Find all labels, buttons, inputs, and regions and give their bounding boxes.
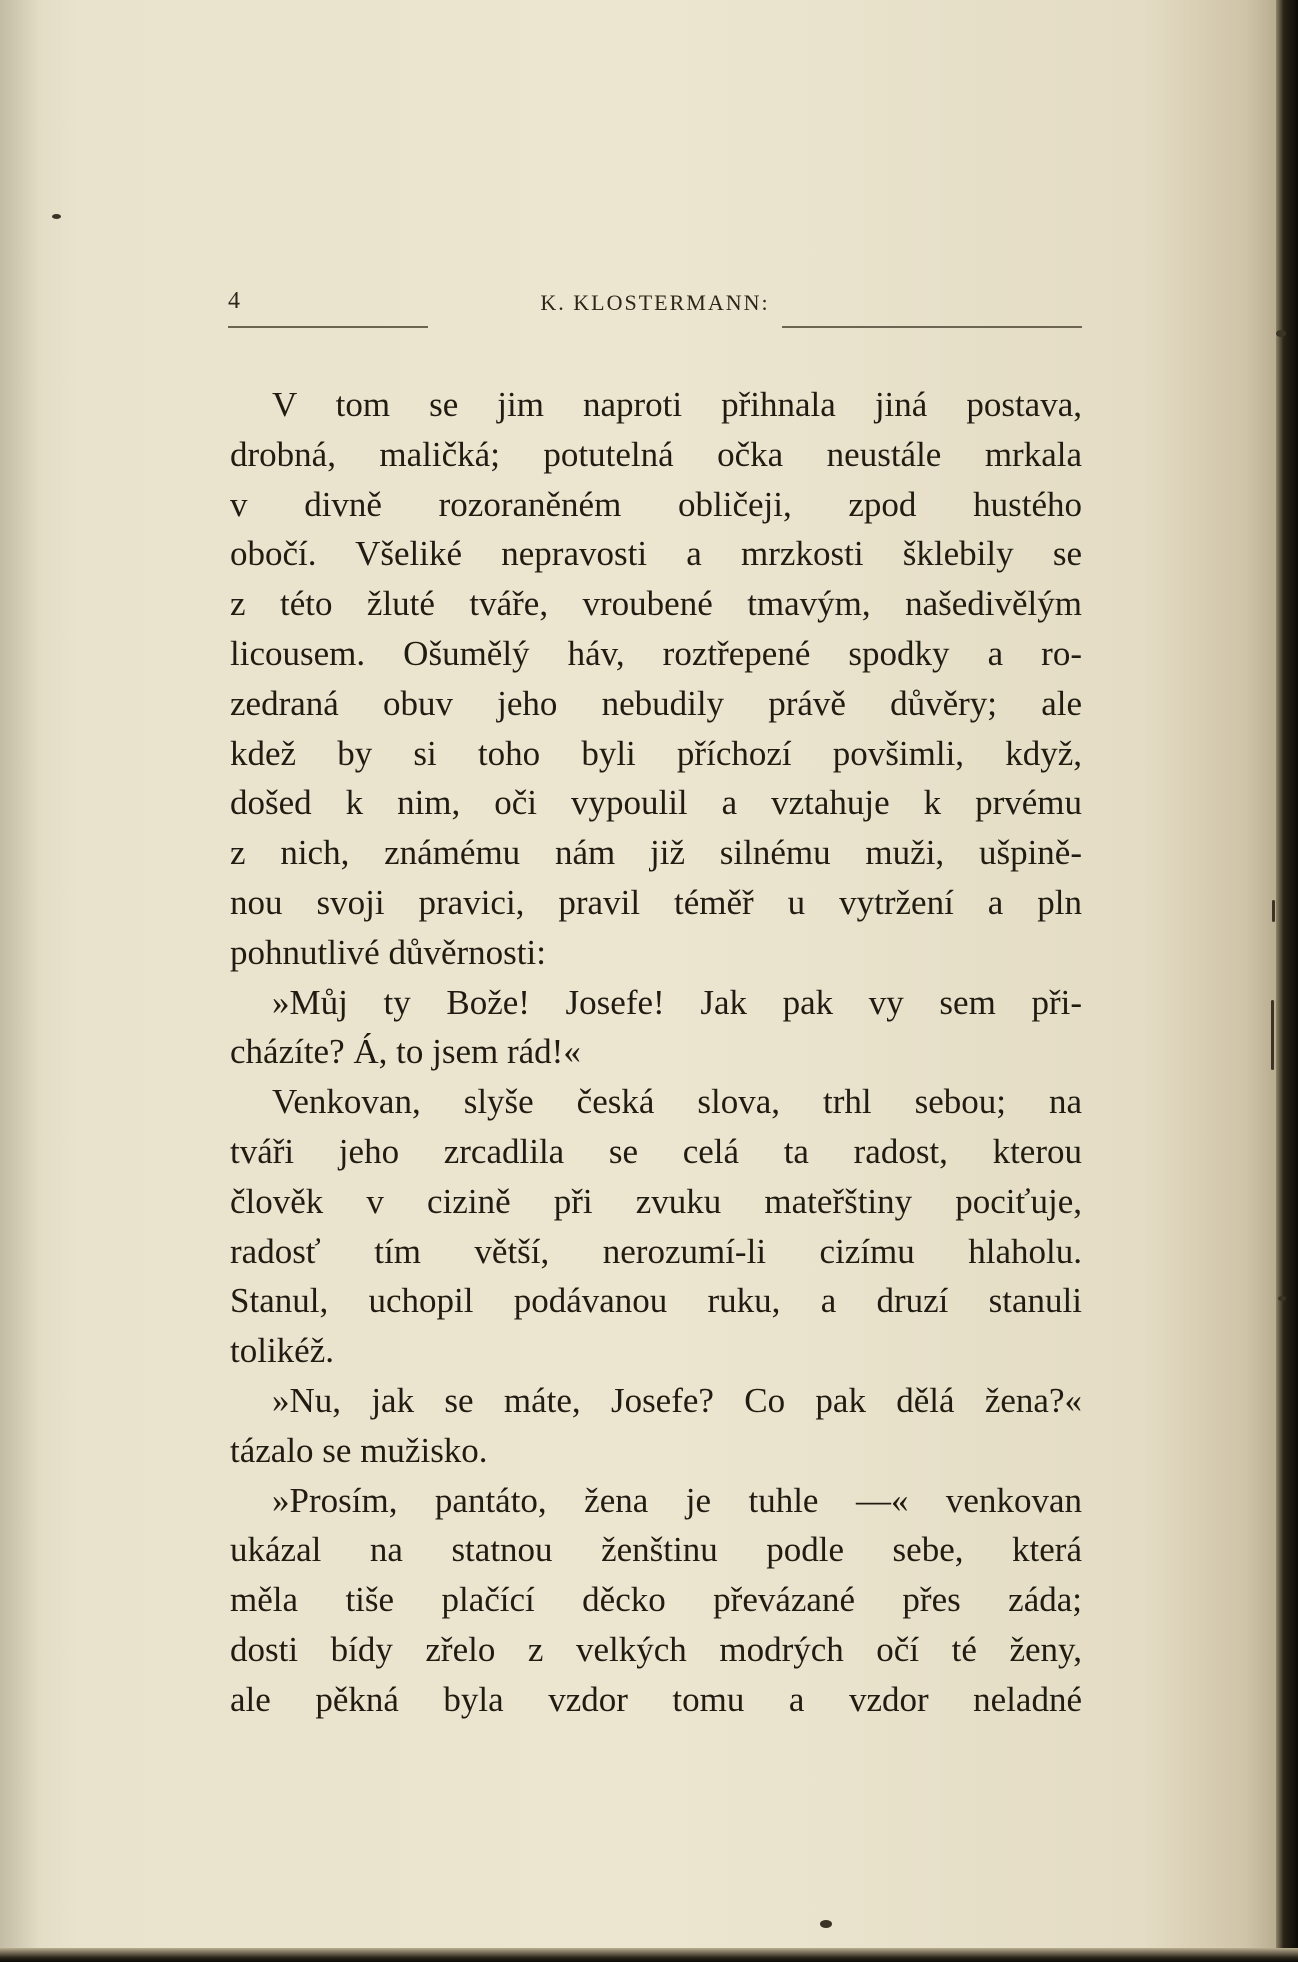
text-line: V tom se jim naproti přihnala jiná postava, bbox=[272, 385, 1082, 424]
dust-speck bbox=[52, 214, 61, 219]
text-line: »Můj ty Bože! Josefe! Jak pak vy sem při- bbox=[272, 982, 1082, 1022]
text-line: Venkovan, slyše česká slova, trhl sebou; na bbox=[272, 1082, 1082, 1122]
text-line: dosti bídy zřelo z velkých modrých očí té ženy, bbox=[230, 1629, 1082, 1669]
page-edge-right bbox=[1276, 0, 1298, 1962]
dust-speck bbox=[1276, 330, 1286, 337]
text-line: tolikéž. bbox=[230, 1331, 334, 1371]
text-line: licousem. Ošumělý háv, roztřepené spodky a ro- bbox=[230, 633, 1082, 673]
header-rule-right bbox=[782, 326, 1082, 328]
text-line: došed k nim, oči vypoulil a vztahuje k prvému bbox=[230, 783, 1082, 823]
text-line: v divně rozoraněném obličeji, zpod hustého bbox=[230, 484, 1082, 524]
running-head: K. KLOSTERMANN: bbox=[540, 290, 770, 315]
text-line: pohnutlivé důvěrnosti: bbox=[230, 932, 546, 972]
text-line: tázalo se mužisko. bbox=[230, 1430, 488, 1470]
text-line: Stanul, uchopil podávanou ruku, a druzí stanuli bbox=[230, 1281, 1082, 1321]
dust-speck bbox=[820, 1920, 832, 1928]
text-line: nou svoji pravici, pravil téměř u vytržení a pln bbox=[230, 882, 1082, 922]
text-line: kdež by si toho byli příchozí povšimli, když, bbox=[230, 733, 1082, 773]
text-line: člověk v cizině při zvuku mateřštiny pociťuje, bbox=[230, 1181, 1082, 1221]
page-number: 4 bbox=[228, 288, 240, 314]
text-line: ukázal na statnou ženštinu podle sebe, která bbox=[230, 1530, 1082, 1570]
text-line: ale pěkná byla vzdor tomu a vzdor neladné bbox=[230, 1679, 1082, 1719]
text-line: z této žluté tváře, vroubené tmavým, našedivělým bbox=[230, 584, 1082, 624]
text-line: »Prosím, pantáto, žena je tuhle —« venkovan bbox=[272, 1480, 1082, 1520]
text-line: cházíte? Á, to jsem rád!« bbox=[230, 1032, 581, 1072]
page-header bbox=[228, 288, 1082, 328]
text-line: radosť tím větší, nerozumí-li cizímu hlaholu. bbox=[230, 1231, 1082, 1271]
text-line: obočí. Všeliké nepravosti a mrzkosti šklebily se bbox=[230, 534, 1082, 574]
text-line: »Nu, jak se máte, Josefe? Co pak dělá žena?« bbox=[272, 1380, 1082, 1420]
dust-speck bbox=[1271, 1000, 1274, 1070]
text-line: měla tiše plačící děcko převázané přes záda; bbox=[230, 1580, 1082, 1620]
text-line: drobná, maličká; potutelná očka neustále mrkala bbox=[230, 434, 1082, 474]
body-text bbox=[230, 380, 1082, 1725]
left-margin-shadow bbox=[0, 0, 40, 1962]
text-line: z nich, známému nám již silnému muži, ušpině- bbox=[230, 833, 1082, 873]
page-edge-bottom bbox=[0, 1948, 1298, 1962]
text-line: tváři jeho zrcadlila se celá ta radost, kterou bbox=[230, 1131, 1082, 1171]
header-rule-left bbox=[228, 326, 428, 328]
dust-speck bbox=[1278, 1296, 1286, 1301]
dust-speck bbox=[1272, 900, 1275, 922]
text-line: zedraná obuv jeho nebudily právě důvěry; ale bbox=[230, 683, 1082, 723]
